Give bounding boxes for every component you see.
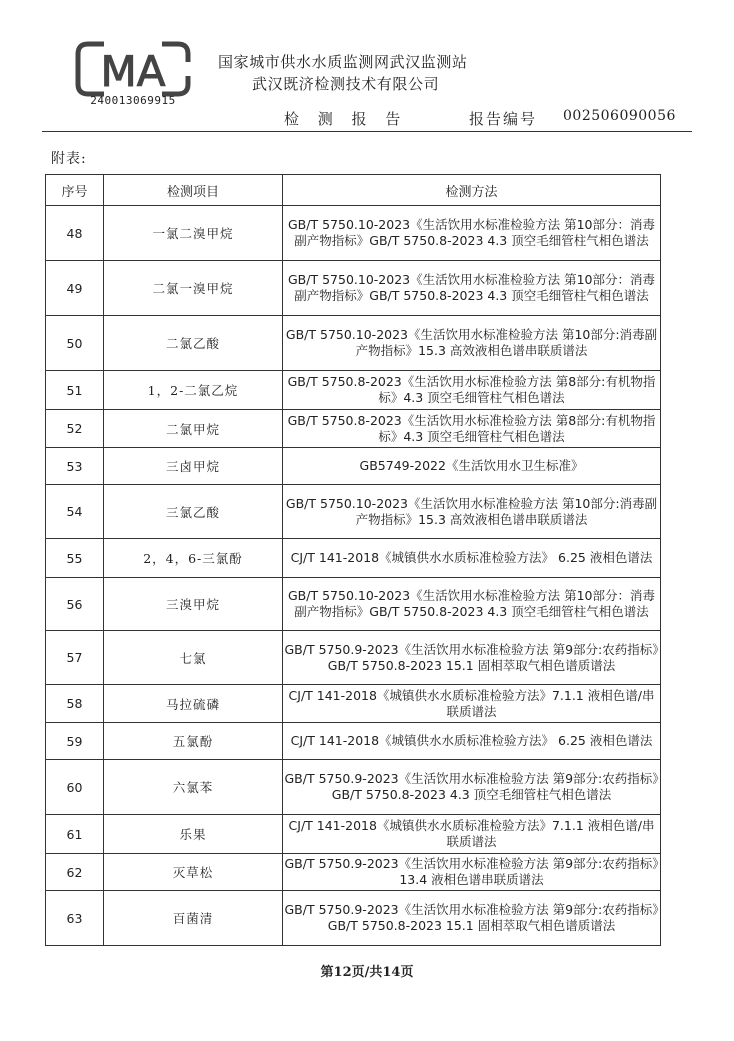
row-no: 61 [46,815,104,854]
table-row [46,685,661,723]
row-item: 三氯乙酸 [104,485,283,539]
row-method: GB/T 5750.10-2023《生活饮用水标准检验方法 第10部分:消毒副产物指标》15.3 高效液相色谱串联质谱法 [283,316,661,371]
row-method: GB/T 5750.9-2023《生活饮用水标准检验方法 第9部分:农药指标》GB/T 5750.8-2023 4.3 顶空毛细管柱气相色谱法 [283,760,661,815]
table-row [46,485,661,539]
header-divider [42,131,692,132]
table-header-row [46,175,661,206]
table-row [46,316,661,371]
row-item: 百菌清 [104,891,283,946]
header-seq: 序号 [46,175,104,206]
row-item: 二氯乙酸 [104,316,283,371]
table-row [46,410,661,448]
report-number-label: 报告编号 [469,110,538,128]
header-method: 检测方法 [283,175,661,206]
row-method: GB5749-2022《生活饮用水卫生标准》 [283,448,661,485]
row-method: GB/T 5750.9-2023《生活饮用水标准检验方法 第9部分:农药指标》GB/T 5750.8-2023 15.1 固相萃取气相色谱质谱法 [283,631,661,685]
row-item: 灭草松 [104,854,283,891]
row-item: 2，4，6-三氯酚 [104,539,283,578]
table-row [46,760,661,815]
row-no: 57 [46,631,104,685]
row-no: 58 [46,685,104,723]
report-number: 002506090056 [563,108,676,124]
row-no: 55 [46,539,104,578]
table-row [46,631,661,685]
row-item: 一氯二溴甲烷 [104,206,283,261]
row-item: 乐果 [104,815,283,854]
row-no: 63 [46,891,104,946]
header-item: 检测项目 [104,175,283,206]
row-item: 三溴甲烷 [104,578,283,631]
row-item: 六氯苯 [104,760,283,815]
table-row [46,723,661,760]
row-item: 1，2-二氯乙烷 [104,371,283,410]
row-no: 62 [46,854,104,891]
row-method: GB/T 5750.9-2023《生活饮用水标准检验方法 第9部分:农药指标》GB/T 5750.8-2023 15.1 固相萃取气相色谱质谱法 [283,891,661,946]
row-method: GB/T 5750.8-2023《生活饮用水标准检验方法 第8部分:有机物指标》4.3 顶空毛细管柱气相色谱法 [283,410,661,448]
appendix-label: 附表: [51,151,87,167]
row-no: 54 [46,485,104,539]
certificate-number: 240013069915 [90,94,176,107]
row-item: 七氯 [104,631,283,685]
row-item: 马拉硫磷 [104,685,283,723]
logo-text: MA [100,47,166,96]
table-row [46,206,661,261]
row-no: 51 [46,371,104,410]
row-no: 60 [46,760,104,815]
table-row [46,539,661,578]
row-method: CJ/T 141-2018《城镇供水水质标准检验方法》 6.25 液相色谱法 [283,539,661,578]
row-method: GB/T 5750.9-2023《生活饮用水标准检验方法 第9部分:农药指标》13.4 液相色谱串联质谱法 [283,854,661,891]
row-item: 五氯酚 [104,723,283,760]
org-name-line2: 武汉既济检测技术有限公司 [252,75,440,93]
row-item: 二氯甲烷 [104,410,283,448]
row-no: 49 [46,261,104,316]
org-name-line1: 国家城市供水水质监测网武汉监测站 [218,53,468,71]
row-no: 56 [46,578,104,631]
row-no: 52 [46,410,104,448]
page-footer: 第12页/共14页 [320,965,414,980]
row-method: GB/T 5750.8-2023《生活饮用水标准检验方法 第8部分:有机物指标》4.3 顶空毛细管柱气相色谱法 [283,371,661,410]
row-method: GB/T 5750.10-2023《生活饮用水标准检验方法 第10部分：消毒副产物指标》GB/T 5750.8-2023 4.3 顶空毛细管柱气相色谱法 [283,206,661,261]
row-item: 二氯一溴甲烷 [104,261,283,316]
row-no: 53 [46,448,104,485]
row-method: GB/T 5750.10-2023《生活饮用水标准检验方法 第10部分:消毒副产物指标》15.3 高效液相色谱串联质谱法 [283,485,661,539]
table-row [46,891,661,946]
table-row [46,448,661,485]
row-no: 50 [46,316,104,371]
table-row [46,261,661,316]
row-method: CJ/T 141-2018《城镇供水水质标准检验方法》7.1.1 液相色谱/串联质谱法 [283,815,661,854]
table-row [46,854,661,891]
row-method: GB/T 5750.10-2023《生活饮用水标准检验方法 第10部分：消毒副产物指标》GB/T 5750.8-2023 4.3 顶空毛细管柱气相色谱法 [283,261,661,316]
report-title: 检 测 报 告 [284,110,408,128]
table-row [46,815,661,854]
row-no: 48 [46,206,104,261]
row-method: CJ/T 141-2018《城镇供水水质标准检验方法》 6.25 液相色谱法 [283,723,661,760]
row-no: 59 [46,723,104,760]
row-method: CJ/T 141-2018《城镇供水水质标准检验方法》7.1.1 液相色谱/串联质谱法 [283,685,661,723]
table-row [46,578,661,631]
row-method: GB/T 5750.10-2023《生活饮用水标准检验方法 第10部分：消毒副产物指标》GB/T 5750.8-2023 4.3 顶空毛细管柱气相色谱法 [283,578,661,631]
method-table [45,174,661,946]
table-row [46,371,661,410]
row-item: 三卤甲烷 [104,448,283,485]
